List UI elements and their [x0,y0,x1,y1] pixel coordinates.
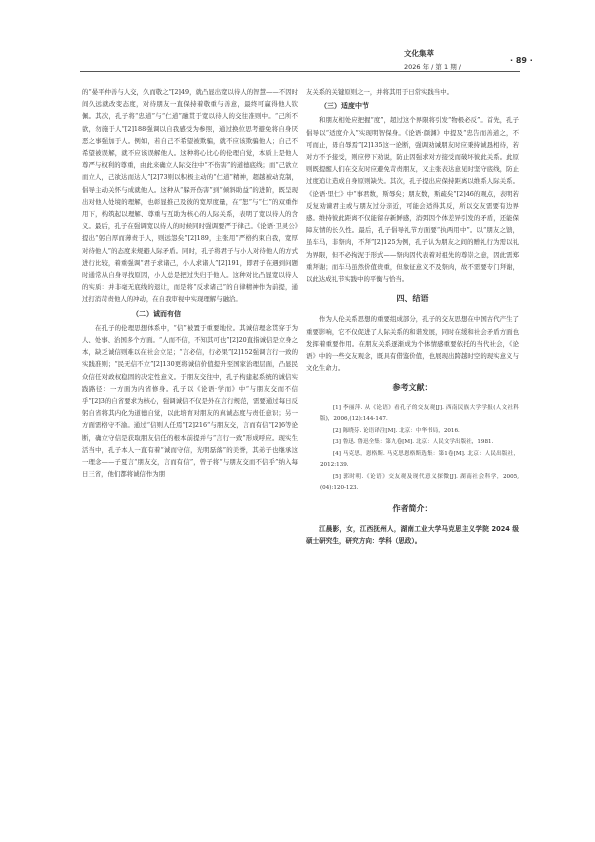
references-heading: 参考文献： [392,383,433,393]
body-paragraph: 友关系的关键原则之一，并将其用于日常实践当中。 [306,88,453,96]
issue-label: 2026 年 / 第 1 期 / [404,63,461,71]
left-column [82,86,298,481]
body-paragraph: 在孔子的伦理思想体系中，“信”被置于重要地位。其诚信理念贯穿于为人、处事、治国多个方面。“人而不信，不知其可也”[2]20直指诚信是立身之本，缺乏诚信则难以在社会立足；“言必信，行必果”[2]152强调言行一致的实践准则；“民无信不立”[2]130更将诚信价值提升至国家治理层面，凸显民众信任对政权稳固的决定性意义。于朋友交往中，孔子构建起系统的诚信实践路径：一方面为内省修身。孔子以《论语·学而》中“与朋友交而不信乎”[2]3的自省要求为核心，强调诚信不仅是外在言行规范，需要通过每日反躬自省将其内化为道德自觉，以此培育对朋友的真诚态度与责任意识；另一方面需格守不渝。通过“信则人任焉”[2]216“与朋友交，言而有信”[2]6等论断，确立守信是获取朋友信任的根本前提并与“言行一致”形成呼应。现实生活当中，孔子本人一直有着“诚而守信，光明磊落”的美誉，其弟子也继承这一理念——子夏言“朋友交，言而有信”，曾子将“与朋友交而不信乎”纳入每日三省，他们都将诚信作为朋 [82,323,298,479]
author-heading: 作者简介： [392,503,433,513]
body-paragraph: 和朋友相处应把握“度”，超过这个界限将引发“物极必反”。首先，孔子倡导以“适度介入”实现明智保身。《论语·颜渊》中提及“忠告而善道之，不可而止，毋自辱焉”[2]135这一论断，强调劝诫朋友时应秉持诚恳相待，若对方不予接受，则应停下劝说，防止因强求对方接受而破坏彼此关系。此原则既提醒人们在交友时应避免苛责朋友，又主张表达意见时坚守底线，防止过度追让造成自身原则缺失。其次，孔子提出应保持距离以维系人际关系。《论语·里仁》中“事君数，斯辱矣；朋友数，斯疏矣”[2]46的观点，表明若反复劝谏君主或与朋友过分亲近，可能会适得其反，所以交友需要有边界感。维持彼此距离不仅能留存新鲜感，消弭因个体差异引发的矛盾，还能保障友情的长久性。最后，孔子倡导礼节方面要“执两用中”。以“朋友之馈，虽车马，非祭肉，不拜”[2]125为例，孔子认为朋友之间的赠礼行为需以礼为界限，但不必拘泥于形式——祭肉因代表着对祖先的尊崇之意，因此需郑重拜谢；而车马虽然价值贵重，但象征意义不及祭肉，故不需要专门拜谢，以此达成礼节实践中的平衡与恰当。 [306,116,519,284]
reference-list [306,403,519,495]
body-paragraph: 作为人伦关系思想的重要组成部分，孔子的交友思想在中国古代产生了重要影响，它不仅促进了人际关系的和谐发展，同时在缓和社会矛盾方面也发挥着重要作用。在朋友关系逐渐成为个体情感重要依托的当代社会，《论语》中的一些交友观念，既具有借鉴价值，也展现出跨越时空的现实意义与文化生命力。 [306,315,519,373]
subsection-heading: （二）诚而有信 [132,308,181,318]
author-bio: 江晨影，女，江西抚州人，湖南工业大学马克思主义学院 2024 级硕士研究生，研究方向：学科（思政）。 [306,524,519,545]
page-number: · 89 · [510,56,533,65]
reference-item: [4] 马克思，恩格斯. 马克思恩格斯选集：第1卷[M]. 北京：人民出版社，2012:139. [320,450,519,469]
reference-item: [3] 鲁迅. 鲁迅全集：第九卷[M]. 北京：人民文学出版社，1981. [333,439,494,446]
journal-name: 文化集萃 [404,49,434,58]
reference-item: [1] 李丽萍. 从《论语》看孔子的交友观[J]. 西南民族大学学报(人文社科版)，2006,(12):144-147. [320,404,519,423]
right-column [306,86,519,547]
body-paragraph: 的“晏平仲善与人交，久而敬之”[2]49，就凸显出宽以待人的智慧——不因时间久远就改变态度，对待朋友一直保持着敬重与善意，最终可赢得他人钦佩。其次，孔子将“忠道”与“仁道”融贯于宽以待人的交往准则中。“己所不欲，勿施于人”[2]188强调以自我感受为参照，通过换位思考避免将自身厌恶之事强加于人。例如，若自己不希望被欺骗，就不应该欺骗他人；自己不希望被误解，就不应该误解他人。这种将心比心的伦理自觉，本质上是他人尊严与权利的尊重，由此来确立人际交往中“不伤害”的道德底线；而“己欲立而立人，己欲达而达人”[2]73则以积极主动的“仁道”精神，超越被动克制，倡导主动关怀与成就他人。这种从“躲开伤害”到“倾斜助益”的进阶，既呈现出对他人处境的理解，也彰显推己及彼的宽厚度量，在“恕”与“仁”的双重作用下，构筑起以理解、尊重与互助为核心的人际关系，表明了宽以待人的含义。最后，孔子在强调宽以待人的时候同时强调要严于律己。《论语·卫灵公》提出“躬自厚而薄责于人，则远怨矣”[2]189，主张用“严格约束自我，宽厚对待他人”的态度来规避人际矛盾。同时，孔子将君子与小人对待他人的方式进行比较，着重强调“君子求诸己，小人求诸人”[2]191，即君子在遇到问题时通常从自身寻找原因，小人总是把过失归于他人。这种对比凸显宽以待人的实质：并非毫无底线的退让，而是将“反求诸己”的自律精神作为前提，通过打消苛责他人的冲动，在自我审视中实现理解与融洽。 [82,88,298,304]
section-heading: 四、结语 [396,294,429,304]
subsection-heading: （三）适度中节 [320,101,369,111]
header-rule [80,71,520,72]
reference-item: [2] 陈晓芬. 论语译注[M]. 北京：中华书局，2016. [333,427,460,434]
reference-item: [5] 郭时明.《论语》交友观及现代意义探微[J]. 湖南社会科学，2005,(04):120-123. [320,473,519,492]
